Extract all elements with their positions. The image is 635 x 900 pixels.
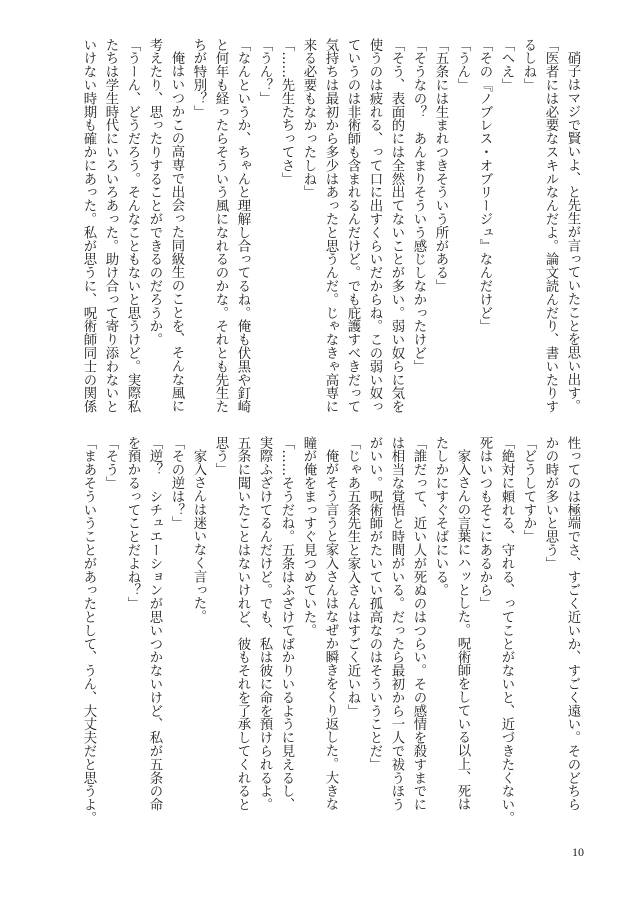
text-line: かの時が多いと思う」 — [543, 436, 558, 570]
text-line: 硝子はマジで賢いよ、と先生が言っていたことを思い出す。 — [565, 51, 580, 414]
text-line: 五条に聞いたことはないけれど、彼もそれを了承してくれると — [235, 436, 250, 812]
text-line: 「どうしてすか」 — [521, 436, 536, 544]
text-line: 「そう」 — [103, 436, 118, 490]
text-line: 「なんというか、ちゃんと理解し合ってるね。俺も伏黒や釘崎 — [235, 38, 250, 414]
text-line: 「その逆は？」 — [169, 436, 184, 530]
text-line: ちが特別？」 — [191, 38, 206, 119]
text-line: たちは学生時代にいろいろあった。助け合って寄り添わないと — [103, 38, 118, 414]
text-line: 思う」 — [213, 436, 228, 477]
text-line: 「へえ」 — [499, 38, 514, 92]
text-line: 「まあそういうことがあったとして、うん、大丈夫だと思うよ。 — [81, 436, 96, 825]
text-column-block-top — [77, 38, 583, 414]
text-line: 「その『ノブレス・オブリージュ』なんだけど」 — [477, 38, 492, 333]
page-number: 10 — [572, 845, 584, 859]
text-line: 「五条には生まれつきそういう所がある」 — [433, 38, 448, 293]
text-line: いけない時期も確かにあった。私が思うに、呪術師同士の関係 — [81, 38, 96, 414]
text-line: がいい。呪術師がたいてい孤高なのはそういうことだ」 — [367, 436, 382, 771]
text-line: 「誰だって、近い人が死ぬのはつらい。その感情を殺すまでに — [411, 436, 426, 812]
text-line: 俺がそう言うと家入さんはなぜか瞬きをくり返した。大きな — [323, 449, 338, 812]
text-line: 「……先生たちってさ」 — [279, 38, 294, 186]
text-line: ていうのは非術師も含まれるんだけど。でも庇護すべきだって — [345, 38, 360, 414]
text-line: 「絶対に頼れる、守れる、ってことがないと、近づきたくない。 — [499, 436, 514, 825]
text-line: 家入さんは迷いなく言った。 — [191, 449, 206, 624]
text-column-block-bottom — [77, 436, 583, 825]
text-line: 「うん」 — [455, 38, 470, 92]
text-line: 俺はいつかこの高専で出会った同級生のことを、そんな風に — [169, 51, 184, 414]
text-line: 瞳が俺をまっすぐ見つめていた。 — [301, 436, 316, 637]
text-line: 「そうなの？ あんまりそういう感じしなかったけど」 — [411, 38, 426, 373]
text-line: 考えたり、思ったりすることができるのだろうか。 — [147, 38, 162, 347]
text-line: 実際ふざけてるんだけど。でも、私は彼に命を預けられるよ。 — [257, 436, 272, 812]
text-line: 気持ちは最初から多少はあったと思うんだ。じゃなきゃ高専に — [323, 38, 338, 414]
text-line: 使うのは疲れる、って口に出すくらいだからね。この弱い奴っ — [367, 38, 382, 414]
text-line: 「医者には必要なスキルなんだよ。論文読んだり、書いたりす — [543, 38, 558, 414]
text-line: たしかにすぐそばにいる。 — [433, 436, 448, 597]
text-line: るしね」 — [521, 38, 536, 92]
text-line: 死はいつもそこにあるから」 — [477, 436, 492, 611]
text-line: 来る必要もなかったしね」 — [301, 38, 316, 199]
text-line: を預かるってことだよね？」 — [125, 436, 140, 611]
text-line: 家入さんの言葉にハッとした。呪術師をしている以上、死は — [455, 449, 470, 812]
text-line: 「うーん、どうだろう。そんなこともないと思うけど。実際私 — [125, 38, 140, 414]
text-line: 「じゃあ五条先生と家入さんはすごく近いね」 — [345, 436, 360, 718]
text-line: は相当な覚悟と時間がいる。だったら最初から一人で祓うほう — [389, 436, 404, 812]
text-line: 「うん？」 — [257, 38, 272, 105]
text-line: と何年も経ったらそういう風になれるのかな。それとも先生た — [213, 38, 228, 414]
text-line: 「逆？ シチュエーションが思いつかないけど、私が五条の命 — [147, 436, 162, 812]
text-line: 「そう、表面的には全然出てないことが多い。弱い奴らに気を — [389, 38, 404, 414]
text-line: 「……そうだね。五条はふざけてばかりいるように見えるし、 — [279, 436, 294, 812]
text-line: 性ってのは極端でさ、すごく近いか、すごく遠い。そのどちら — [565, 436, 580, 812]
